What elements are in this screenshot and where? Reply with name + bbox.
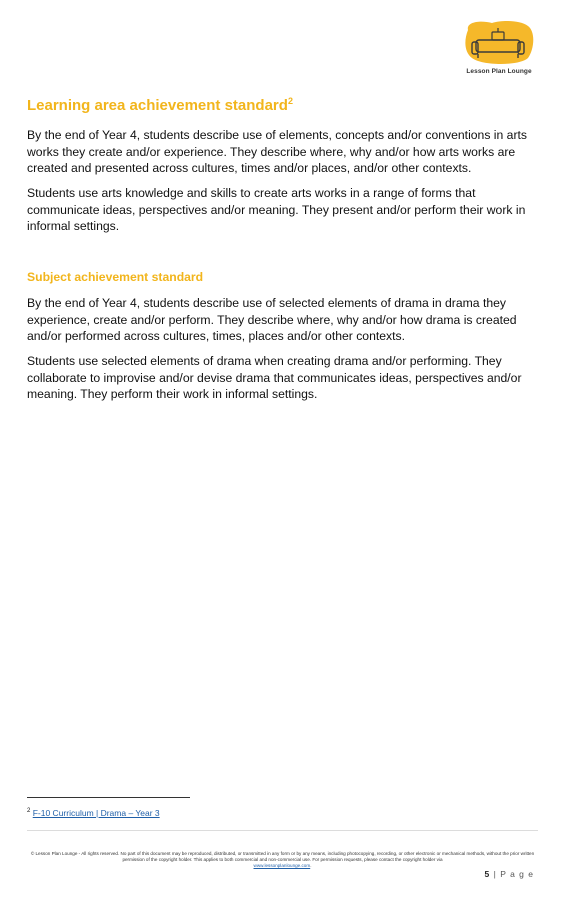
learning-area-paragraph-1: By the end of Year 4, students describe use of elements, concepts and/or conventions in arts works they create and/or experience. They describe where, why and/or how arts works are created and presented across cultures, times and/or places, and/or other contexts. bbox=[27, 128, 527, 175]
lesson-plan-lounge-logo bbox=[462, 20, 536, 80]
learning-area-heading: Learning area achievement standard$^2$ bbox=[27, 96, 293, 114]
footnote-marker: 2 bbox=[27, 808, 31, 815]
page-number-value: 5 bbox=[484, 869, 491, 879]
footnote-divider bbox=[27, 797, 190, 798]
copyright-text: © Lesson Plan Lounge - All rights reserved. No part of this document may be reproduced, distributed, or transmitted in any form or by any means, including photocopying, recording, or other electronic or mechanical methods, without the prior written permission of the copyright holder. This applies to both commercial and non-commercial use. For permission requests, please contact the copyright holder via bbox=[30, 851, 535, 862]
footnote-link[interactable]: F-10 Curriculum | Drama – Year 3 bbox=[32, 808, 160, 818]
footnote bbox=[27, 808, 160, 818]
logo-text: Lesson Plan Lounge bbox=[466, 68, 532, 75]
learning-area-paragraph-2: Students use arts knowledge and skills to create arts works in a range of forms that communicate ideas, perspectives and/or meaning. They present and/or perform their work in informal settings. bbox=[27, 186, 526, 233]
subject-heading: Subject achievement standard bbox=[27, 270, 204, 284]
website-link[interactable]: www.lessonplanlounge.com bbox=[253, 863, 311, 868]
footnote-ref: 2 bbox=[287, 96, 293, 106]
sofa-logo-icon bbox=[462, 20, 536, 64]
subject-paragraph-1: By the end of Year 4, students describe use of selected elements of drama in drama they experience, create and/or perform. They describe where, why and/or how drama is created and/or performed across cultures, times, places and/or other contexts. bbox=[27, 296, 517, 343]
page-label: P a g e bbox=[500, 869, 534, 879]
page-number: 5 | P a g e bbox=[484, 869, 534, 879]
footer-divider bbox=[27, 830, 538, 831]
copyright-notice: © Lesson Plan Lounge - All rights reserved. No part of this document may be reproduced, distributed, or transmitted in any form or by any means, including photocopying, recording, or other electronic or mechanical methods, without the prior written permission of the copyright holder. This applies to both commercial and non-commercial use. For permission requests, please contact the copyright holder via www.lessonplanlounge.com. bbox=[30, 851, 535, 868]
subject-paragraph-2: Students use selected elements of drama when creating drama and/or performing. They collaborate to improvise and/or devise drama that communicates ideas, perspectives and/or meaning. They perform their work in informal settings. bbox=[27, 354, 522, 401]
